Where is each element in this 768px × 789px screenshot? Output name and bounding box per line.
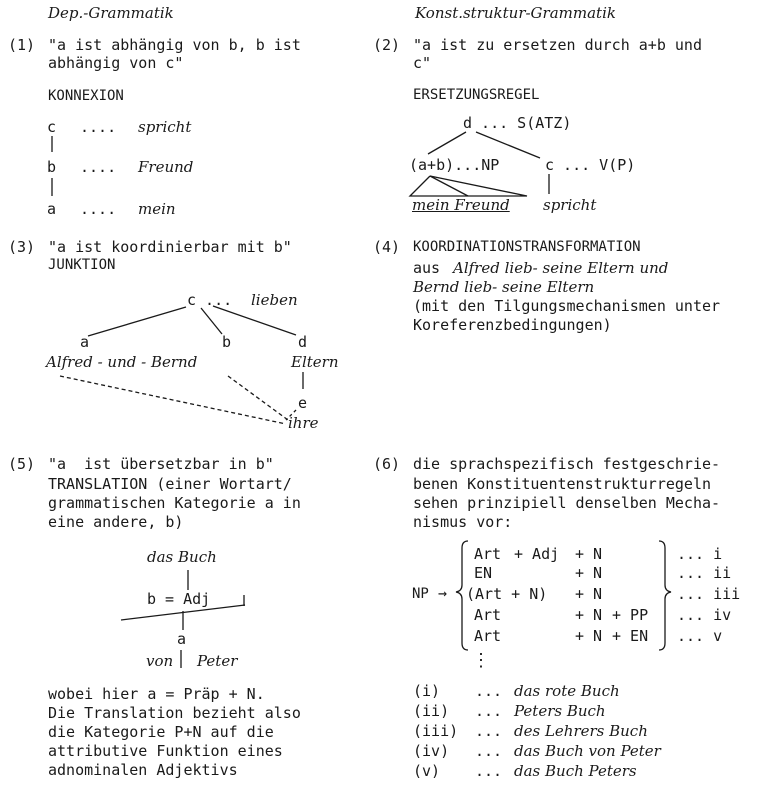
rule-2-label: ... ii	[677, 564, 732, 582]
ersetzung-leaf-mein-freund: mein Freund	[412, 196, 510, 214]
example-iv-dots: ...	[475, 742, 503, 760]
section-4-example-1: Alfred lieb- seine Eltern und	[453, 259, 669, 277]
translation-von: von	[146, 652, 174, 670]
ersetzungsregel-label: ERSETZUNGSREGEL	[413, 87, 540, 103]
translation-das-buch: das Buch	[147, 548, 217, 566]
rule-5-label: ... v	[677, 627, 723, 645]
section-6-text-4: nismus vor:	[413, 513, 513, 531]
konnexion-dots-b: ....	[80, 158, 117, 176]
junktion-word-eltern: Eltern	[291, 353, 339, 371]
section-6-number: (6)	[373, 455, 401, 473]
junktion-dash-2	[228, 376, 288, 420]
junktion-edge-a	[88, 307, 186, 336]
junktion-word-lieben: lieben	[251, 291, 298, 309]
section-1-text-2: abhängig von c"	[48, 54, 184, 72]
junktion-words-line: Alfred - und - Bernd	[46, 353, 198, 371]
junktion-node-e: e	[298, 394, 308, 412]
ersetzung-edge-left	[428, 132, 466, 154]
rewrite-arrow: →	[438, 584, 448, 602]
section-5-paragraph-5: adnominalen Adjektivs	[48, 761, 238, 779]
rule-4-col-c: + N	[575, 606, 603, 624]
example-v-num: (v)	[413, 762, 441, 780]
rule-2-col-a: EN	[474, 564, 493, 582]
rule-3-col-c: + N	[575, 585, 603, 603]
ersetzung-vp-node: c ... V(P)	[545, 156, 636, 174]
translation-peter: Peter	[197, 652, 238, 670]
koordinationstransformation-label: KOORDINATIONSTRANSFORMATION	[413, 239, 641, 255]
section-1-text-1: "a ist abhängig von b, b ist	[48, 36, 301, 54]
rule-4-label: ... iv	[677, 606, 732, 624]
translation-node-a: a	[177, 630, 187, 648]
section-3-number: (3)	[8, 238, 36, 256]
rule-2-col-c: + N	[575, 564, 603, 582]
konnexion-node-c: c	[47, 118, 57, 136]
konnexion-dots-c: ....	[80, 118, 117, 136]
translation-b-adj: b = Adj	[147, 590, 211, 608]
brace-right	[659, 541, 671, 650]
section-6-text-2: benen Konstituentenstrukturregeln	[413, 475, 712, 493]
konnexion-word-freund: Freund	[138, 158, 194, 176]
junktion-node-a: a	[80, 333, 90, 351]
example-iii-dots: ...	[475, 722, 503, 740]
header-konst-grammatik: Konst.struktur-Grammatik	[415, 4, 616, 22]
section-1-number: (1)	[8, 36, 36, 54]
section-4-example-2: Bernd lieb- seine Eltern	[413, 278, 595, 296]
junktion-edge-b	[201, 308, 222, 334]
junktion-node-d: d	[298, 333, 308, 351]
konnexion-node-a: a	[47, 200, 57, 218]
section-6-text-3: sehen prinzipiell denselben Mecha-	[413, 494, 721, 512]
section-5-text-2: TRANSLATION (einer Wortart/	[48, 475, 292, 493]
rule-1-col-c: + N	[575, 545, 603, 563]
example-i-dots: ...	[475, 682, 503, 700]
section-6-text-1: die sprachspezifisch festgeschrie-	[413, 455, 721, 473]
np-symbol: NP	[412, 586, 429, 602]
example-i-text: das rote Buch	[514, 682, 620, 700]
rule-5-col-d: + EN	[612, 627, 649, 645]
rule-1-col-a: Art	[474, 545, 502, 563]
konnexion-dots-a: ....	[80, 200, 117, 218]
konnexion-word-spricht: spricht	[138, 118, 192, 136]
example-v-dots: ...	[475, 762, 503, 780]
ersetzung-leaf-spricht: spricht	[543, 196, 597, 214]
junktion-dash-1	[60, 376, 286, 424]
rule-3-col-a: (Art + N)	[466, 585, 548, 603]
rule-4-col-d: + PP	[612, 606, 649, 624]
section-4-note-2: Koreferenzbedingungen)	[413, 316, 612, 334]
rule-4-col-a: Art	[474, 606, 502, 624]
section-5-paragraph-2: Die Translation bezieht also	[48, 704, 301, 722]
section-5-number: (5)	[8, 455, 36, 473]
konnexion-word-mein: mein	[138, 200, 176, 218]
section-5-text-3: grammatischen Kategorie a in	[48, 494, 301, 512]
konnexion-label: KONNEXION	[48, 88, 124, 104]
vertical-ellipsis: ⋮	[472, 650, 490, 671]
konnexion-node-b: b	[47, 158, 57, 176]
example-iv-text: das Buch von Peter	[514, 742, 661, 760]
rule-1-label: ... i	[677, 545, 723, 563]
junktion-label: JUNKTION	[48, 257, 116, 273]
section-5-paragraph-1: wobei hier a = Präp + N.	[48, 685, 265, 703]
junktion-edge-d	[213, 306, 296, 335]
example-v-text: das Buch Peters	[514, 762, 637, 780]
section-5-paragraph-4: attributive Funktion eines	[48, 742, 283, 760]
section-5-paragraph-3: die Kategorie P+N auf die	[48, 723, 274, 741]
example-iii-text: des Lehrers Buch	[514, 722, 648, 740]
junktion-node-c: c ...	[187, 291, 233, 309]
rule-1-col-b: + Adj	[514, 545, 560, 563]
ersetzung-edge-right	[476, 132, 540, 158]
example-ii-dots: ...	[475, 702, 503, 720]
rule-3-label: ... iii	[677, 585, 741, 603]
junktion-word-ihre: ihre	[288, 414, 319, 432]
ersetzung-triangle	[410, 176, 527, 196]
section-4-aus: aus	[413, 259, 441, 277]
example-iii-num: (iii)	[413, 722, 459, 740]
section-5-text-1: "a ist übersetzbar in b"	[48, 455, 274, 473]
section-2-text-2: c"	[413, 54, 432, 72]
section-4-note-1: (mit den Tilgungsmechanismen unter	[413, 297, 721, 315]
section-2-number: (2)	[373, 36, 401, 54]
rule-5-col-a: Art	[474, 627, 502, 645]
ersetzung-triangle-inner	[430, 176, 468, 196]
junktion-node-b: b	[222, 333, 232, 351]
example-i-num: (i)	[413, 682, 441, 700]
example-ii-text: Peters Buch	[514, 702, 606, 720]
example-iv-num: (iv)	[413, 742, 450, 760]
ersetzung-top-node: d ... S(ATZ)	[463, 114, 572, 132]
header-dep-grammatik: Dep.-Grammatik	[48, 4, 174, 22]
section-3-text-1: "a ist koordinierbar mit b"	[48, 238, 292, 256]
section-2-text-1: "a ist zu ersetzen durch a+b und	[413, 36, 702, 54]
section-5-text-4: eine andere, b)	[48, 513, 184, 531]
section-4-number: (4)	[373, 238, 401, 256]
example-ii-num: (ii)	[413, 702, 450, 720]
ersetzung-np-node: (a+b)...NP	[409, 156, 500, 174]
rule-5-col-c: + N	[575, 627, 603, 645]
